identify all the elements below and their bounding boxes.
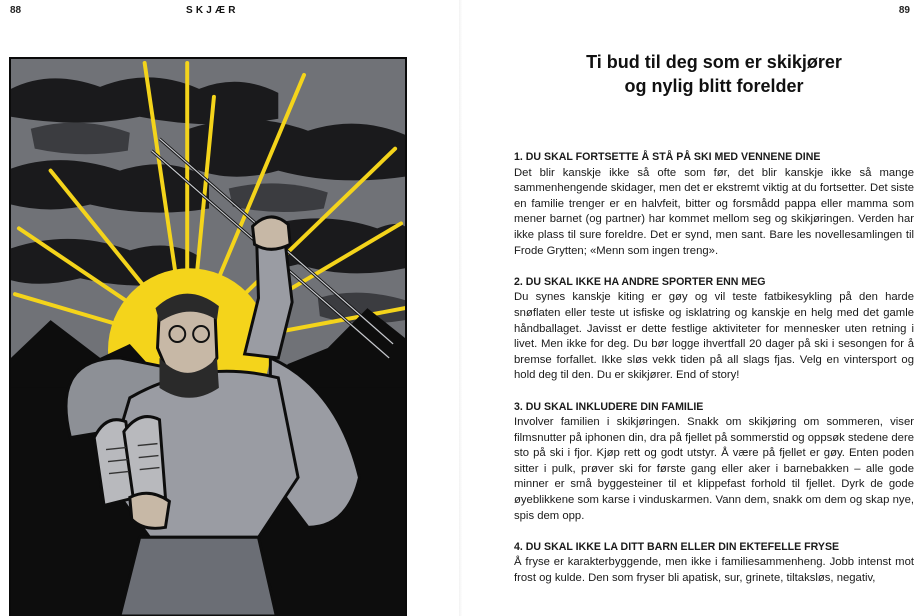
rule-heading: 3. DU SKAL INKLUDERE DIN FAMILIE [514, 400, 704, 413]
rule-paragraph: Det blir kanskje ikke så ofte som før, det blir kanskje ikke så mange sammenhengende skidager, men det er ekstremt viktig at du fortsetter. Det siste en familie trenger er en halvfeit, bitter og forsmådd pappa eller mamma som mener barnet (og partner) har kommet mellom seg og skikjøringen. Verden har ikke plass til sure foreldre. Det er synd, men sant. Bare les novellesamlingen til Frode Grytten; «Menn som ingen treng». [514, 166, 914, 257]
rule-heading: 1. DU SKAL FORTSETTE Å STÅ PÅ SKI MED VENNENE DINE [514, 151, 821, 163]
rule-2 [514, 275, 914, 384]
article-title [514, 50, 914, 98]
skier-illustration [9, 57, 407, 616]
article-body [514, 150, 914, 602]
rule-paragraph: Involver familien i skikjøringen. Snakk om skikjøring om sommeren, viser filmsnutter på iphonen din, dra på fjellet på sommerstid og oppsøk stedene dere sto på ski i fjor. Kjøp rett og godt utstyr. Å være på fjellet er gøy. Enten poden sitter i pulk, prøver ski for første gang eller aker i barnebakken – alle gode minner er små byggesteiner til et klippefast forhold til fjellet. Dyrk de gode øyeblikkene som karse i vinduskarmen. Vann dem, snakk om dem og skap nye, spis dem opp. [514, 416, 914, 522]
magazine-name: SKJÆR [186, 5, 239, 16]
skier-illustration-icon [11, 59, 405, 616]
title-line-2: og nylig blitt forelder [624, 76, 804, 96]
right-page-number: 89 [898, 5, 910, 16]
rule-3 [514, 400, 914, 525]
rule-heading: 2. DU SKAL IKKE HA ANDRE SPORTER ENN MEG [514, 275, 766, 288]
rule-4 [514, 540, 914, 587]
rule-heading: 4. DU SKAL IKKE LA DITT BARN ELLER DIN EKTEFELLE FRYSE [514, 540, 840, 553]
rule-paragraph: Å fryse er karakterbyggende, men ikke i familiesammenheng. Jobb intenst mot frost og kulde. Den som fryser bli apatisk, sur, grinete, tiltaksløs, negativ, [514, 556, 914, 585]
page-gutter [459, 0, 462, 616]
left-page-number: 88 [10, 5, 22, 16]
title-line-1: Ti bud til deg som er skikjører [586, 52, 842, 72]
rule-1 [514, 150, 914, 259]
rule-paragraph: Du synes kanskje kiting er gøy og vil teste fatbikesykling på den harde snøflaten eller teste ut isfiske og isklatring og kanskje en helg med det gamle håndballaget. Javisst er dette festlige aktiviteter for mennesker uten retning i livet. Men ikke for deg. Du bør logge ihvertfall 20 dager på ski i sesongen for å bremse forfallet. Ikke sløs vekk tiden på all slags fjas. Velg en vintersport og hold deg til den. Du er skikjører. End of story! [514, 291, 914, 382]
